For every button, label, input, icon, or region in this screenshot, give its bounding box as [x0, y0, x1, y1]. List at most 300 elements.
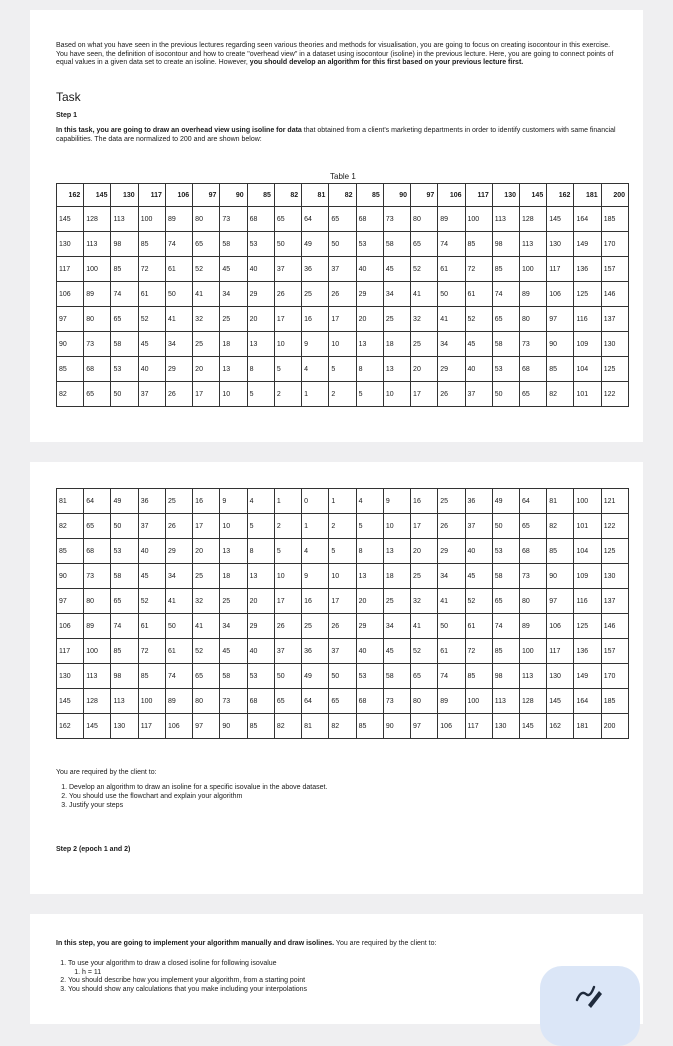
step3-subitem-1: 1. h = 11	[82, 969, 488, 978]
requirements-intro: You are required by the client to:	[56, 769, 157, 776]
table-cell: 100	[138, 207, 165, 232]
table-cell: 5	[247, 514, 274, 539]
table-cell: 65	[193, 664, 220, 689]
data-table-2	[56, 488, 629, 739]
table-cell: 4	[356, 489, 383, 514]
table-cell: 64	[302, 207, 329, 232]
table-cell: 26	[274, 614, 301, 639]
table-cell: 73	[84, 332, 111, 357]
table-cell: 1	[329, 489, 356, 514]
table-cell: 106	[438, 184, 465, 207]
table-cell: 16	[302, 589, 329, 614]
step3-intro-text: You are required by the client to:	[334, 940, 437, 947]
table-cell: 2	[274, 382, 301, 407]
table-cell: 40	[465, 357, 492, 382]
table-cell: 8	[247, 539, 274, 564]
table-cell: 52	[465, 307, 492, 332]
table-cell: 52	[193, 257, 220, 282]
table-cell: 89	[165, 689, 192, 714]
table-cell: 36	[465, 489, 492, 514]
table-cell: 49	[302, 232, 329, 257]
step3-item-2: 2. You should describe how you implement your algorithm, from a starting point	[68, 977, 488, 986]
table-cell: 106	[57, 282, 84, 307]
table-cell: 8	[247, 357, 274, 382]
table-cell: 50	[111, 382, 138, 407]
table-cell: 109	[574, 564, 601, 589]
table-cell: 52	[138, 589, 165, 614]
table-cell: 26	[438, 514, 465, 539]
table-cell: 85	[247, 184, 274, 207]
table-cell: 97	[547, 589, 574, 614]
table-cell: 65	[274, 207, 301, 232]
table-cell: 53	[356, 664, 383, 689]
table-cell: 29	[438, 357, 465, 382]
table-cell: 53	[356, 232, 383, 257]
table-cell: 17	[329, 307, 356, 332]
table-cell: 117	[547, 639, 574, 664]
table-cell: 25	[383, 307, 410, 332]
table-cell: 25	[193, 332, 220, 357]
table-cell: 145	[84, 714, 111, 739]
table-cell: 74	[111, 282, 138, 307]
table-cell: 0	[302, 489, 329, 514]
table-cell: 85	[547, 539, 574, 564]
table-cell: 125	[574, 614, 601, 639]
table-cell: 82	[547, 382, 574, 407]
table-cell: 34	[165, 332, 192, 357]
table-cell: 20	[356, 589, 383, 614]
table-cell: 100	[519, 257, 546, 282]
table-cell: 65	[84, 382, 111, 407]
table-cell: 65	[519, 382, 546, 407]
table-cell: 117	[547, 257, 574, 282]
table-cell: 34	[220, 282, 247, 307]
table-cell: 73	[383, 207, 410, 232]
table-cell: 13	[220, 539, 247, 564]
edit-fab-button[interactable]	[540, 966, 640, 1046]
table-cell: 162	[57, 714, 84, 739]
table-cell: 34	[165, 564, 192, 589]
table-cell: 52	[138, 307, 165, 332]
table-cell: 41	[411, 614, 438, 639]
table-cell: 117	[57, 257, 84, 282]
table-cell: 52	[193, 639, 220, 664]
table-cell: 52	[411, 639, 438, 664]
table-cell: 65	[492, 307, 519, 332]
table-cell: 37	[274, 639, 301, 664]
step3-item-3: 3. You should show any calculations that you make including your interpolations	[68, 986, 488, 995]
table-cell: 85	[465, 664, 492, 689]
table-cell: 53	[492, 539, 519, 564]
step3-item-1	[68, 960, 488, 977]
table-cell: 89	[438, 689, 465, 714]
table-cell: 145	[57, 689, 84, 714]
table-cell: 61	[165, 639, 192, 664]
table-cell: 125	[601, 357, 628, 382]
table-cell: 26	[329, 614, 356, 639]
table-cell: 58	[220, 232, 247, 257]
table-cell: 128	[519, 689, 546, 714]
table-cell: 81	[302, 184, 329, 207]
table-cell: 50	[492, 514, 519, 539]
table-cell: 1	[302, 514, 329, 539]
table-cell: 113	[84, 232, 111, 257]
table-cell: 29	[165, 357, 192, 382]
table-cell: 13	[356, 332, 383, 357]
table-cell: 61	[438, 639, 465, 664]
table-cell: 125	[574, 282, 601, 307]
table-cell: 68	[519, 357, 546, 382]
table-cell: 25	[165, 489, 192, 514]
table-cell: 100	[84, 257, 111, 282]
table-cell: 20	[411, 357, 438, 382]
table-cell: 5	[356, 382, 383, 407]
table-cell: 90	[220, 184, 247, 207]
table-cell: 34	[438, 564, 465, 589]
table-cell: 116	[574, 307, 601, 332]
table-cell: 130	[547, 232, 574, 257]
table-cell: 170	[601, 232, 628, 257]
table-cell: 85	[492, 639, 519, 664]
table-header-row	[57, 184, 629, 207]
table-cell: 9	[302, 564, 329, 589]
table-cell: 61	[465, 282, 492, 307]
table-cell: 61	[138, 614, 165, 639]
step1-instruction	[56, 127, 621, 144]
table-cell: 73	[519, 564, 546, 589]
table-cell: 89	[84, 614, 111, 639]
table-cell: 122	[601, 382, 628, 407]
table-cell: 25	[411, 332, 438, 357]
table-row	[57, 614, 629, 639]
table-cell: 18	[383, 564, 410, 589]
table-cell: 181	[574, 184, 601, 207]
table-cell: 37	[138, 382, 165, 407]
table-cell: 58	[383, 664, 410, 689]
table-cell: 20	[193, 539, 220, 564]
table-cell: 81	[57, 489, 84, 514]
table-cell: 200	[601, 184, 628, 207]
requirement-item: 2. You should use the flowchart and explain your algorithm	[69, 792, 616, 801]
table-cell: 157	[601, 639, 628, 664]
table-cell: 50	[329, 664, 356, 689]
table-row	[57, 257, 629, 282]
table-cell: 16	[411, 489, 438, 514]
table-cell: 45	[465, 564, 492, 589]
table-cell: 73	[519, 332, 546, 357]
table-cell: 82	[274, 714, 301, 739]
table-cell: 170	[601, 664, 628, 689]
table-cell: 128	[84, 207, 111, 232]
table-cell: 89	[519, 282, 546, 307]
edit-pencil-icon	[572, 978, 602, 1008]
table-cell: 97	[57, 589, 84, 614]
table-cell: 29	[356, 614, 383, 639]
step3-item-1-text: To use your algorithm to draw a closed isoline for following isovalue	[68, 960, 277, 967]
table-cell: 26	[165, 382, 192, 407]
step3-intro-bold: In this step, you are going to implement your algorithm manually and draw isolines.	[56, 940, 335, 947]
table-cell: 18	[220, 564, 247, 589]
table-cell: 34	[383, 614, 410, 639]
table-cell: 36	[302, 257, 329, 282]
table-cell: 26	[438, 382, 465, 407]
requirement-item: 1. Develop an algorithm to draw an isoline for a specific isovalue in the above dataset.	[69, 783, 616, 792]
table-cell: 73	[220, 689, 247, 714]
table-cell: 64	[519, 489, 546, 514]
table-cell: 4	[302, 539, 329, 564]
table-cell: 117	[465, 714, 492, 739]
table-cell: 74	[492, 282, 519, 307]
table-cell: 98	[492, 232, 519, 257]
table-cell: 45	[220, 257, 247, 282]
table-cell: 26	[165, 514, 192, 539]
table-row	[57, 357, 629, 382]
table-cell: 50	[492, 382, 519, 407]
table-cell: 37	[329, 639, 356, 664]
page-card-2	[30, 462, 643, 894]
table-cell: 9	[302, 332, 329, 357]
table-cell: 26	[274, 282, 301, 307]
table-cell: 80	[193, 689, 220, 714]
table-cell: 18	[220, 332, 247, 357]
table-cell: 40	[138, 357, 165, 382]
table-cell: 82	[329, 714, 356, 739]
table-cell: 65	[111, 307, 138, 332]
table-cell: 25	[383, 589, 410, 614]
table-cell: 29	[247, 614, 274, 639]
table-cell: 25	[438, 489, 465, 514]
intro-bold-text: you should develop an algorithm for this first based on your previous lecture first.	[249, 59, 524, 67]
table-cell: 50	[165, 614, 192, 639]
table-cell: 65	[84, 514, 111, 539]
table-cell: 81	[547, 489, 574, 514]
table-cell: 106	[438, 714, 465, 739]
table-cell: 25	[302, 282, 329, 307]
table-cell: 37	[465, 514, 492, 539]
table-cell: 8	[356, 357, 383, 382]
table-cell: 5	[329, 357, 356, 382]
table-row	[57, 514, 629, 539]
table-cell: 80	[519, 307, 546, 332]
table-cell: 130	[601, 332, 628, 357]
table-cell: 10	[274, 332, 301, 357]
table-cell: 10	[383, 382, 410, 407]
table-cell: 41	[165, 589, 192, 614]
table-cell: 85	[138, 664, 165, 689]
table-row	[57, 689, 629, 714]
table-cell: 10	[329, 332, 356, 357]
table-cell: 50	[274, 232, 301, 257]
table-cell: 65	[411, 232, 438, 257]
table-cell: 72	[138, 639, 165, 664]
table-cell: 82	[57, 514, 84, 539]
table-cell: 125	[601, 539, 628, 564]
table-cell: 17	[411, 382, 438, 407]
table-cell: 130	[111, 714, 138, 739]
table-cell: 90	[547, 564, 574, 589]
table-cell: 53	[111, 539, 138, 564]
table-row	[57, 639, 629, 664]
table-cell: 41	[193, 282, 220, 307]
table-cell: 40	[138, 539, 165, 564]
table-cell: 2	[329, 382, 356, 407]
step3-list	[56, 960, 488, 994]
table-cell: 16	[302, 307, 329, 332]
table-row	[57, 382, 629, 407]
table-cell: 53	[247, 664, 274, 689]
table-cell: 13	[383, 539, 410, 564]
table-cell: 80	[84, 307, 111, 332]
table-cell: 106	[547, 282, 574, 307]
table-cell: 90	[57, 564, 84, 589]
table-cell: 64	[84, 489, 111, 514]
table-cell: 74	[492, 614, 519, 639]
table-cell: 25	[302, 614, 329, 639]
table-cell: 109	[574, 332, 601, 357]
table-cell: 68	[356, 689, 383, 714]
table-cell: 68	[247, 689, 274, 714]
requirements-section	[56, 768, 616, 810]
table-cell: 18	[383, 332, 410, 357]
table-cell: 85	[138, 232, 165, 257]
table-cell: 113	[111, 689, 138, 714]
table-cell: 113	[84, 664, 111, 689]
table-cell: 85	[547, 357, 574, 382]
table-cell: 53	[247, 232, 274, 257]
table-cell: 90	[383, 714, 410, 739]
table-cell: 98	[492, 664, 519, 689]
table-cell: 74	[165, 664, 192, 689]
table-cell: 136	[574, 639, 601, 664]
table-cell: 89	[438, 207, 465, 232]
table-cell: 5	[274, 539, 301, 564]
table-cell: 5	[247, 382, 274, 407]
table-cell: 9	[220, 489, 247, 514]
table-cell: 40	[465, 539, 492, 564]
table-cell: 20	[247, 307, 274, 332]
table-cell: 80	[411, 689, 438, 714]
table-cell: 74	[438, 664, 465, 689]
table-cell: 10	[383, 514, 410, 539]
table-cell: 80	[193, 207, 220, 232]
table-cell: 29	[165, 539, 192, 564]
table-cell: 53	[492, 357, 519, 382]
table-cell: 29	[247, 282, 274, 307]
table-cell: 82	[329, 184, 356, 207]
table-cell: 113	[492, 207, 519, 232]
table-cell: 97	[411, 184, 438, 207]
table-cell: 41	[193, 614, 220, 639]
table-cell: 101	[574, 382, 601, 407]
table-cell: 100	[574, 489, 601, 514]
table-cell: 82	[57, 382, 84, 407]
table-cell: 32	[193, 307, 220, 332]
table-cell: 34	[438, 332, 465, 357]
table-cell: 130	[57, 664, 84, 689]
table-cell: 17	[193, 382, 220, 407]
table-cell: 65	[274, 689, 301, 714]
step1-heading: Step 1	[56, 112, 78, 119]
table-cell: 98	[111, 664, 138, 689]
table-cell: 113	[111, 207, 138, 232]
table-cell: 104	[574, 539, 601, 564]
table-cell: 81	[302, 714, 329, 739]
table-row	[57, 714, 629, 739]
table-cell: 100	[519, 639, 546, 664]
table-cell: 145	[519, 184, 546, 207]
table-cell: 17	[274, 307, 301, 332]
table-cell: 25	[220, 589, 247, 614]
table-cell: 68	[84, 357, 111, 382]
table-cell: 72	[465, 639, 492, 664]
table-cell: 97	[193, 714, 220, 739]
table-cell: 90	[547, 332, 574, 357]
table-cell: 72	[465, 257, 492, 282]
table-cell: 74	[438, 232, 465, 257]
table-cell: 185	[601, 207, 628, 232]
table-cell: 17	[411, 514, 438, 539]
table-cell: 65	[492, 589, 519, 614]
table-cell: 25	[220, 307, 247, 332]
table-cell: 4	[302, 357, 329, 382]
table-cell: 113	[519, 664, 546, 689]
table-cell: 58	[383, 232, 410, 257]
page-card-1	[30, 10, 643, 442]
table-cell: 130	[57, 232, 84, 257]
table-cell: 13	[356, 564, 383, 589]
table-cell: 130	[111, 184, 138, 207]
table-cell: 2	[329, 514, 356, 539]
table-cell: 52	[465, 589, 492, 614]
table-cell: 97	[411, 714, 438, 739]
table-cell: 100	[465, 207, 492, 232]
table-cell: 10	[220, 514, 247, 539]
table-cell: 137	[601, 307, 628, 332]
table-cell: 145	[84, 184, 111, 207]
table-cell: 104	[574, 357, 601, 382]
table-cell: 41	[165, 307, 192, 332]
table-cell: 65	[411, 664, 438, 689]
table-cell: 128	[519, 207, 546, 232]
table-cell: 149	[574, 232, 601, 257]
table-cell: 113	[492, 689, 519, 714]
table-row	[57, 539, 629, 564]
table-cell: 10	[274, 564, 301, 589]
table-cell: 181	[574, 714, 601, 739]
table-cell: 5	[274, 357, 301, 382]
table-cell: 122	[601, 514, 628, 539]
table-cell: 74	[111, 614, 138, 639]
table-cell: 1	[274, 489, 301, 514]
table-cell: 130	[601, 564, 628, 589]
table-cell: 58	[111, 332, 138, 357]
table-cell: 65	[329, 689, 356, 714]
table-cell: 25	[411, 564, 438, 589]
table-cell: 106	[57, 614, 84, 639]
task-heading: Task	[56, 90, 81, 104]
table-cell: 58	[220, 664, 247, 689]
table-cell: 50	[438, 614, 465, 639]
table-cell: 82	[274, 184, 301, 207]
table-cell: 85	[111, 257, 138, 282]
table-cell: 90	[220, 714, 247, 739]
table-cell: 32	[411, 589, 438, 614]
step1-instruction-text: that obtained from a client's marketing departments in order to identify customers with same financial capabilities. The data are normalized to 200 and are shown below:	[56, 127, 616, 143]
table-cell: 13	[247, 564, 274, 589]
table-cell: 61	[465, 614, 492, 639]
table-cell: 5	[356, 514, 383, 539]
table-cell: 85	[57, 357, 84, 382]
